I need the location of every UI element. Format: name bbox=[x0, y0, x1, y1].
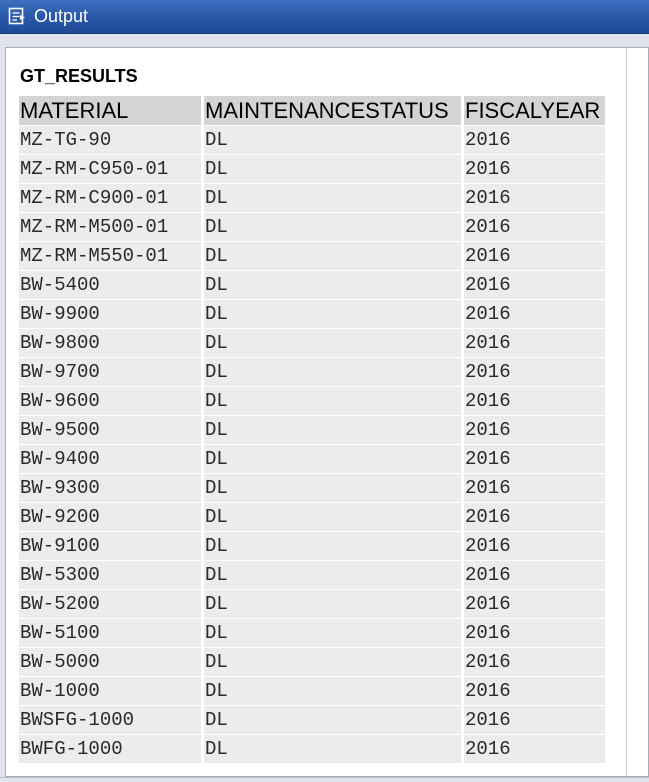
cell-maintenancestatus[interactable]: DL bbox=[204, 126, 464, 155]
cell-maintenancestatus[interactable]: DL bbox=[204, 532, 464, 561]
table-row[interactable] bbox=[19, 532, 605, 561]
table-row[interactable] bbox=[19, 416, 605, 445]
cell-maintenancestatus[interactable]: DL bbox=[204, 503, 464, 532]
cell-material[interactable]: BWFG-1000 bbox=[19, 735, 204, 764]
table-row[interactable] bbox=[19, 155, 605, 184]
table-row[interactable] bbox=[19, 706, 605, 735]
table-row[interactable] bbox=[19, 329, 605, 358]
cell-material[interactable]: BW-5300 bbox=[19, 561, 204, 590]
cell-maintenancestatus[interactable]: DL bbox=[204, 445, 464, 474]
cell-maintenancestatus[interactable]: DL bbox=[204, 242, 464, 271]
table-row[interactable] bbox=[19, 184, 605, 213]
window-title: Output bbox=[34, 6, 89, 26]
cell-fiscalyear[interactable]: 2016 bbox=[464, 300, 605, 329]
cell-fiscalyear[interactable]: 2016 bbox=[464, 474, 605, 503]
cell-maintenancestatus[interactable]: DL bbox=[204, 648, 464, 677]
cell-material[interactable]: BW-9900 bbox=[19, 300, 204, 329]
cell-fiscalyear[interactable]: 2016 bbox=[464, 561, 605, 590]
cell-maintenancestatus[interactable]: DL bbox=[204, 619, 464, 648]
cell-fiscalyear[interactable]: 2016 bbox=[464, 358, 605, 387]
cell-fiscalyear[interactable]: 2016 bbox=[464, 619, 605, 648]
cell-maintenancestatus[interactable]: DL bbox=[204, 358, 464, 387]
panel-divider bbox=[626, 48, 627, 776]
cell-fiscalyear[interactable]: 2016 bbox=[464, 213, 605, 242]
cell-maintenancestatus[interactable]: DL bbox=[204, 155, 464, 184]
column-header-maintenancestatus[interactable]: MAINTENANCESTATUS bbox=[204, 96, 464, 126]
cell-fiscalyear[interactable]: 2016 bbox=[464, 503, 605, 532]
cell-maintenancestatus[interactable]: DL bbox=[204, 474, 464, 503]
cell-material[interactable]: BW-9400 bbox=[19, 445, 204, 474]
cell-fiscalyear[interactable]: 2016 bbox=[464, 329, 605, 358]
cell-fiscalyear[interactable]: 2016 bbox=[464, 677, 605, 706]
header-row bbox=[19, 96, 605, 126]
cell-maintenancestatus[interactable]: DL bbox=[204, 213, 464, 242]
column-header-fiscalyear[interactable]: FISCALYEAR bbox=[464, 96, 605, 126]
cell-fiscalyear[interactable]: 2016 bbox=[464, 706, 605, 735]
cell-material[interactable]: BW-9600 bbox=[19, 387, 204, 416]
cell-material[interactable]: BW-9500 bbox=[19, 416, 204, 445]
cell-material[interactable]: MZ-RM-C950-01 bbox=[19, 155, 204, 184]
cell-maintenancestatus[interactable]: DL bbox=[204, 735, 464, 764]
cell-material[interactable]: BW-9300 bbox=[19, 474, 204, 503]
title-bar bbox=[0, 0, 649, 34]
table-row[interactable] bbox=[19, 735, 605, 764]
table-row[interactable] bbox=[19, 300, 605, 329]
cell-material[interactable]: MZ-RM-M550-01 bbox=[19, 242, 204, 271]
cell-material[interactable]: MZ-RM-C900-01 bbox=[19, 184, 204, 213]
cell-maintenancestatus[interactable]: DL bbox=[204, 271, 464, 300]
table-row[interactable] bbox=[19, 677, 605, 706]
cell-material[interactable]: MZ-RM-M500-01 bbox=[19, 213, 204, 242]
column-header-material[interactable]: MATERIAL bbox=[19, 96, 204, 126]
table-row[interactable] bbox=[19, 126, 605, 155]
table-row[interactable] bbox=[19, 242, 605, 271]
cell-fiscalyear[interactable]: 2016 bbox=[464, 271, 605, 300]
table-row[interactable] bbox=[19, 213, 605, 242]
cell-fiscalyear[interactable]: 2016 bbox=[464, 126, 605, 155]
cell-fiscalyear[interactable]: 2016 bbox=[464, 648, 605, 677]
table-row[interactable] bbox=[19, 445, 605, 474]
cell-fiscalyear[interactable]: 2016 bbox=[464, 416, 605, 445]
cell-maintenancestatus[interactable]: DL bbox=[204, 329, 464, 358]
cell-fiscalyear[interactable]: 2016 bbox=[464, 184, 605, 213]
cell-fiscalyear[interactable]: 2016 bbox=[464, 590, 605, 619]
cell-material[interactable]: BW-9800 bbox=[19, 329, 204, 358]
cell-material[interactable]: BW-5200 bbox=[19, 590, 204, 619]
table-row[interactable] bbox=[19, 358, 605, 387]
cell-fiscalyear[interactable]: 2016 bbox=[464, 242, 605, 271]
table-row[interactable] bbox=[19, 561, 605, 590]
table-row[interactable] bbox=[19, 619, 605, 648]
cell-maintenancestatus[interactable]: DL bbox=[204, 561, 464, 590]
bottom-bar bbox=[0, 777, 649, 782]
cell-maintenancestatus[interactable]: DL bbox=[204, 300, 464, 329]
cell-material[interactable]: BW-9700 bbox=[19, 358, 204, 387]
result-name: GT_RESULTS bbox=[20, 66, 138, 86]
cell-maintenancestatus[interactable]: DL bbox=[204, 416, 464, 445]
cell-maintenancestatus[interactable]: DL bbox=[204, 677, 464, 706]
cell-fiscalyear[interactable]: 2016 bbox=[464, 155, 605, 184]
cell-fiscalyear[interactable]: 2016 bbox=[464, 445, 605, 474]
cell-material[interactable]: BW-9200 bbox=[19, 503, 204, 532]
cell-material[interactable]: BW-5100 bbox=[19, 619, 204, 648]
cell-maintenancestatus[interactable]: DL bbox=[204, 184, 464, 213]
cell-maintenancestatus[interactable]: DL bbox=[204, 590, 464, 619]
cell-material[interactable]: BW-5400 bbox=[19, 271, 204, 300]
output-icon bbox=[8, 7, 26, 25]
cell-fiscalyear[interactable]: 2016 bbox=[464, 735, 605, 764]
cell-material[interactable]: BWSFG-1000 bbox=[19, 706, 204, 735]
results-table bbox=[19, 96, 605, 764]
table-row[interactable] bbox=[19, 590, 605, 619]
table-row[interactable] bbox=[19, 474, 605, 503]
table-row[interactable] bbox=[19, 503, 605, 532]
separator bbox=[0, 35, 649, 47]
cell-maintenancestatus[interactable]: DL bbox=[204, 706, 464, 735]
table-row[interactable] bbox=[19, 271, 605, 300]
cell-maintenancestatus[interactable]: DL bbox=[204, 387, 464, 416]
table-row[interactable] bbox=[19, 387, 605, 416]
table-row[interactable] bbox=[19, 648, 605, 677]
cell-fiscalyear[interactable]: 2016 bbox=[464, 532, 605, 561]
cell-fiscalyear[interactable]: 2016 bbox=[464, 387, 605, 416]
cell-material[interactable]: MZ-TG-90 bbox=[19, 126, 204, 155]
cell-material[interactable]: BW-9100 bbox=[19, 532, 204, 561]
cell-material[interactable]: BW-1000 bbox=[19, 677, 204, 706]
cell-material[interactable]: BW-5000 bbox=[19, 648, 204, 677]
